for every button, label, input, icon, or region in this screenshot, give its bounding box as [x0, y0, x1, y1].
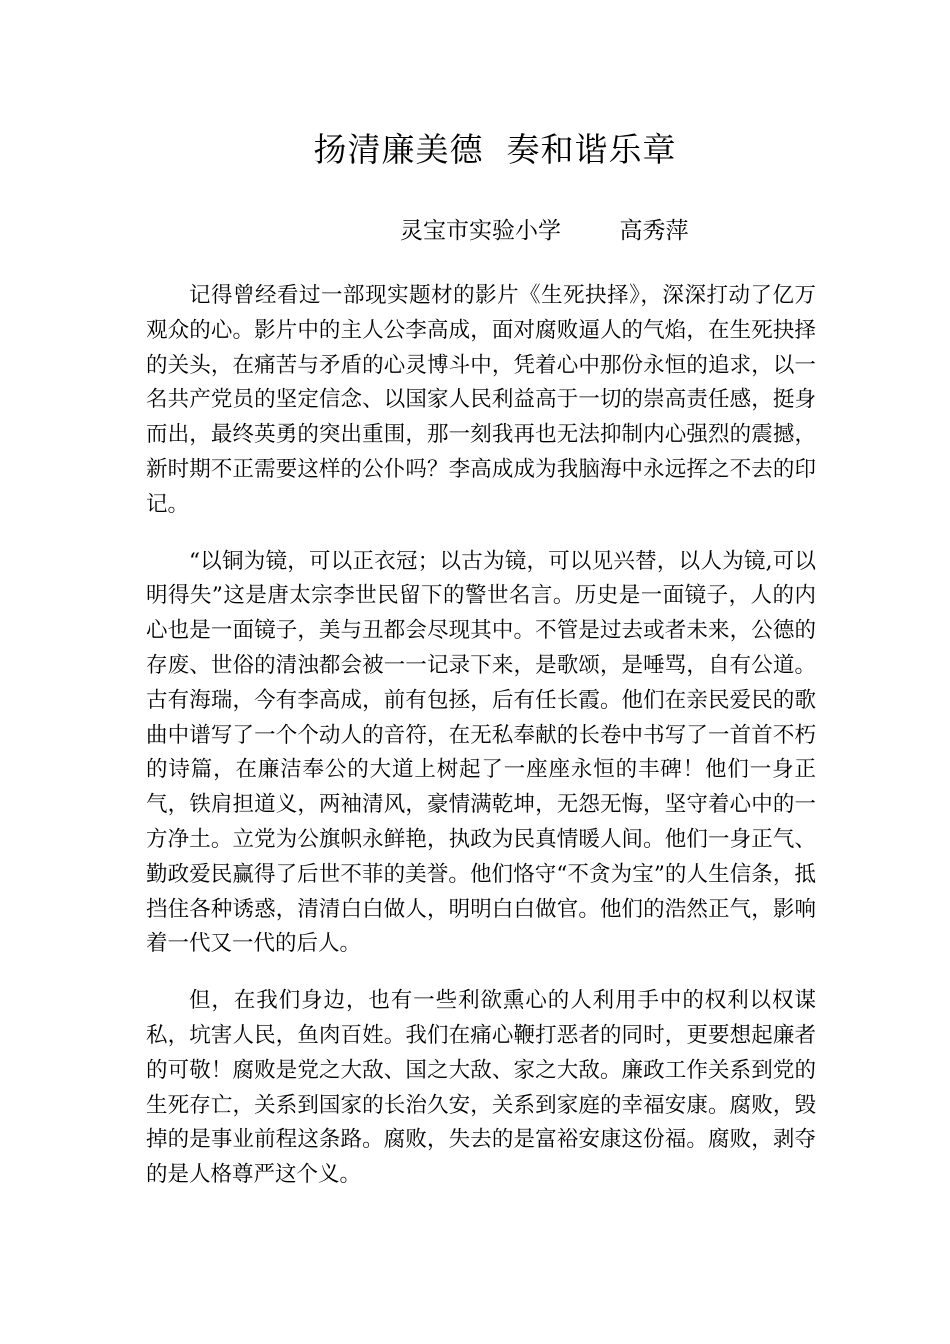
paragraph-1: 记得曾经看过一部现实题材的影片《生死抉择》，深深打动了亿万观众的心。影片中的主人公李高成，面对腐败逼人的气焰，在生死抉择的关头，在痛苦与矛盾的心灵博斗中，凭着心中那份永恒的追求，以一名共产党员的坚定信念、以国家人民利益高于一切的崇高责任感，挺身而出，最终英勇的突出重围，那一刻我再也无法抑制内心强烈的震撼，新时期不正需要这样的公仆吗？李高成成为我脑海中永远挥之不去的印记。: [146, 283, 816, 517]
paragraph-3: 但，在我们身边，也有一些利欲熏心的人利用手中的权利以权谋私，坑害人民，鱼肉百姓。我们在痛心鞭打恶者的同时，更要想起廉者的可敬！腐败是党之大敌、国之大敌、家之大敌。廉政工作关系到党的生死存亡，关系到国家的长治久安，关系到家庭的幸福安康。腐败，毁掉的是事业前程这条路。腐败，失去的是富裕安康这份福。腐败，剥夺的是人格尊严这个义。: [146, 988, 816, 1188]
document-body: [146, 279, 816, 1215]
author-byline: 灵宝市实验小学 高秀萍: [400, 218, 689, 244]
paragraph-2: “以铜为镜，可以正衣冠；以古为镜，可以见兴替，以人为镜,可以明得失”这是唐太宗李世民留下的警世名言。历史是一面镜子，人的内心也是一面镜子，美与丑都会尽现其中。不管是过去或者未来，公德的存废、世俗的清浊都会被一一记录下来，是歌颂，是唾骂，自有公道。古有海瑞，今有李高成，前有包拯，后有任长霞。他们在亲民爱民的歌曲中谱写了一个个动人的音符，在无私奉献的长卷中书写了一首首不朽的诗篇，在廉洁奉公的大道上树起了一座座永恒的丰碑！他们一身正气，铁肩担道义，两袖清风，豪情满乾坤，无怨无悔，坚守着心中的一方净土。立党为公旗帜永鲜艳，执政为民真情暖人间。他们一身正气、勤政爱民赢得了后世不菲的美誉。他们恪守“不贪为宝”的人生信条，抵挡住各种诱惑，清清白白做人，明明白白做官。他们的浩然正气，影响着一代又一代的后人。: [146, 548, 816, 957]
document-title: 扬清廉美德 奏和谐乐章: [313, 130, 677, 169]
